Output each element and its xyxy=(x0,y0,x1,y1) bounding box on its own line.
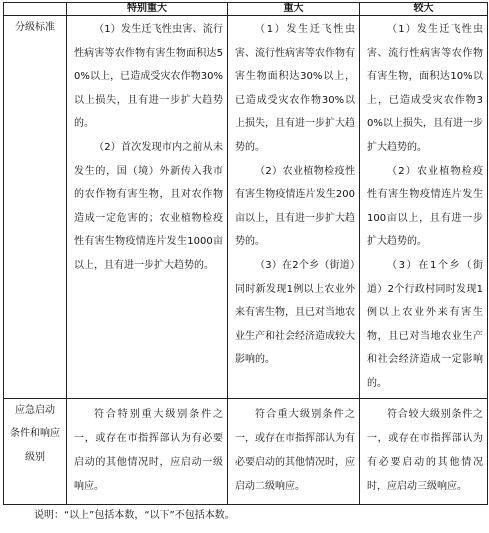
table-row-response xyxy=(4,398,488,504)
cell-response-level-3 xyxy=(360,398,488,504)
criteria-item: （1）发生迁飞性虫害、流行性病害等农作物有害生物面积达50%以上，已造成受灾农作物30%以上损失，且有进一步扩大趋势的。 xyxy=(74,24,223,130)
footnote: 说明：“以上”包括本数，“以下”不包括本数。 xyxy=(34,510,235,521)
row-label-criteria: 分级标准 xyxy=(4,16,67,399)
response-text: 符合较大级别条件之一，或存在市指挥部认为有必要启动的其他情况时，应启动三级响应。 xyxy=(367,408,483,492)
criteria-item: （3）在1个乡（街道）2个行政村同时发现1例以上农业外来有害生物，且已对当地农业生产和社会经济造成一定影响的。 xyxy=(367,259,483,389)
table-header-row xyxy=(4,3,488,16)
header-especially-major: 特别重大 xyxy=(67,3,228,16)
grading-table xyxy=(3,2,488,505)
cell-criteria-large xyxy=(360,16,488,399)
criteria-item: （1）发生迁飞性虫害、流行性病害等农作物有害生物，面积达10%以上，已造成受灾农作物30%以上损失，且有进一步扩大趋势的。 xyxy=(367,24,483,153)
cell-criteria-major xyxy=(228,16,360,399)
criteria-item: （2）首次发现市内之前从未发生的，国（境）外新传入我市的农作物有害生物，且对农作物造成一定危害的；农业植物检疫性有害生物疫情连片发生1000亩以上，且有进一步扩大趋势的。 xyxy=(74,141,223,271)
row-label-response xyxy=(4,398,67,504)
cell-criteria-especially-major xyxy=(67,16,228,399)
criteria-item: （3）在2个乡（街道）同时新发现1例以上农业外来有害生物，且已对当地农业生产和社会经济造成较大影响的。 xyxy=(235,259,355,366)
criteria-item: （2）农业植物检疫性有害生物疫情连片发生200亩以上，且有进一步扩大趋势的。 xyxy=(235,165,355,248)
header-major: 重大 xyxy=(228,3,360,16)
cell-response-level-1 xyxy=(67,398,228,504)
response-text: 符合重大级别条件之一，或存在市指挥部认为有必要启动的其他情况时，应启动二级响应。 xyxy=(235,408,355,492)
row-label-response-line: 应急启动 xyxy=(15,404,55,416)
criteria-item: （2）农业植物检疫性有害生物疫情连片发生100亩以上，且有进一步扩大趋势的。 xyxy=(367,165,483,248)
header-large: 较大 xyxy=(360,3,488,16)
header-blank xyxy=(4,3,67,16)
table-row-criteria xyxy=(4,16,488,399)
row-label-response-line: 级别 xyxy=(25,451,45,463)
cell-response-level-2 xyxy=(228,398,360,504)
response-text: 符合特别重大级别条件之一，或存在市指挥部认为有必要启动的其他情况时，应启动一级响应。 xyxy=(74,408,223,492)
row-label-response-line: 条件和响应 xyxy=(10,428,60,440)
criteria-item: （1）发生迁飞性虫害、流行性病害等农作物有害生物面积达30%以上，已造成受灾农作物30%以上损失，且有进一步扩大趋势的。 xyxy=(235,24,355,153)
